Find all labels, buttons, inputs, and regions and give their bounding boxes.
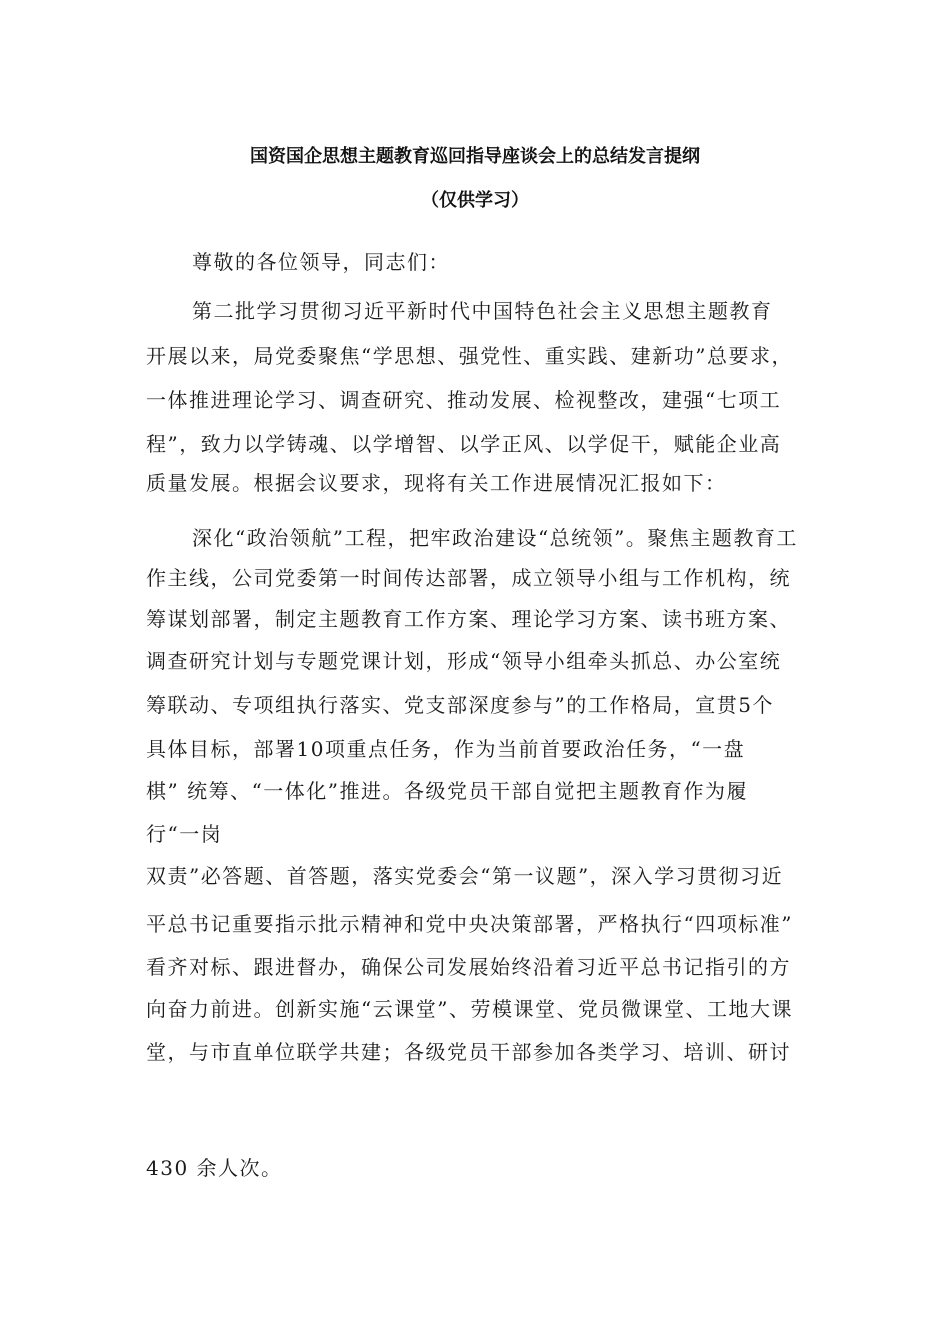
paragraph-2-line: 深化“政治领航”工程，把牢政治建设“总统领”。聚焦主题教育工 [192,526,798,550]
paragraph-2-line: 堂，与市直单位联学共建；各级党员干部参加各类学习、培训、研讨 [146,1040,791,1064]
paragraph-2-line: 向奋力前进。创新实施“云课堂”、劳模课堂、党员微课堂、工地大课 [146,997,793,1021]
paragraph-2-line: 筹联动、专项组执行落实、党支部深度参与”的工作格局，宣贯5个 [146,693,774,717]
paragraph-1-line: 第二批学习贯彻习近平新时代中国特色社会主义思想主题教育 [192,299,773,323]
paragraph-2-line: 行“一岗 [146,822,223,846]
document-title: 国资国企思想主题教育巡回指导座谈会上的总结发言提纲 [250,146,700,167]
closing-line: 430 余人次。 [146,1156,283,1180]
paragraph-1-line: 开展以来，局党委聚焦“学思想、强党性、重实践、建新功”总要求， [146,344,793,368]
paragraph-2-line: 具体目标，部署10项重点任务，作为当前首要政治任务，“一盘 [146,737,746,761]
paragraph-2-line: 平总书记重要指示批示精神和党中央决策部署，严格执行“四项标准” [146,912,793,936]
paragraph-1-line: 质量发展。根据会议要求，现将有关工作进展情况汇报如下： [146,471,727,495]
paragraph-2-line: 看齐对标、跟进督办，确保公司发展始终沿着习近平总书记指引的方 [146,955,791,979]
paragraph-1-line: 程”，致力以学铸魂、以学增智、以学正风、以学促干，赋能企业高 [146,432,782,456]
document-subtitle: （仅供学习） [421,190,529,211]
paragraph-2-line: 棋” 统筹、“一体化”推进。各级党员干部自觉把主题教育作为履 [146,779,749,803]
paragraph-1-line: 一体推进理论学习、调查研究、推动发展、检视整改，建强“七项工 [146,388,782,412]
paragraph-2-line: 调查研究计划与专题党课计划，形成“领导小组牵头抓总、办公室统 [146,649,782,673]
paragraph-2-line: 筹谋划部署，制定主题教育工作方案、理论学习方案、读书班方案、 [146,607,791,631]
paragraph-2-line: 作主线，公司党委第一时间传达部署，成立领导小组与工作机构，统 [146,566,791,590]
salutation: 尊敬的各位领导，同志们： [192,250,450,274]
paragraph-2-line: 双责”必答题、首答题，落实党委会“第一议题”，深入学习贯彻习近 [146,864,784,888]
